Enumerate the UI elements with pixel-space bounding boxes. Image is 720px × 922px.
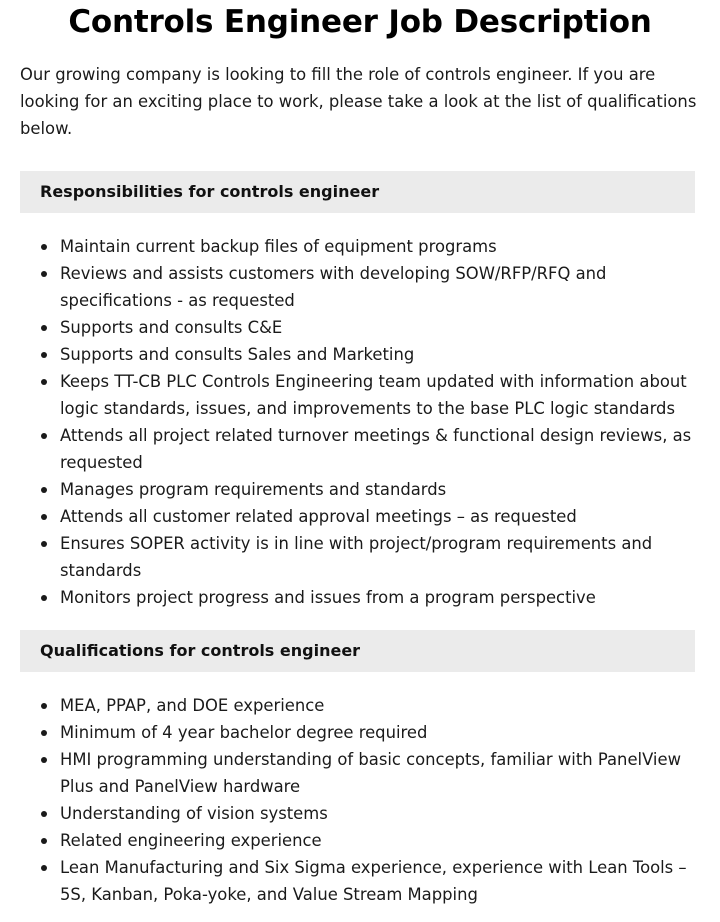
list-item: Supports and consults Sales and Marketing	[20, 341, 700, 368]
list-item: Ensures SOPER activity is in line with project/program requirements and standards	[20, 530, 700, 584]
list-item: Reviews and assists customers with developing SOW/RFP/RFQ and specifications - as requested	[20, 260, 700, 314]
qualifications-list	[20, 692, 700, 908]
list-item: MEA, PPAP, and DOE experience	[20, 692, 700, 719]
list-item: Keeps TT-CB PLC Controls Engineering team updated with information about logic standards, issues, and improvements to the base PLC logic standards	[20, 368, 700, 422]
page-title: Controls Engineer Job Description	[68, 4, 652, 40]
list-item: Lean Manufacturing and Six Sigma experience, experience with Lean Tools – 5S, Kanban, Poka-yoke, and Value Stream Mapping	[20, 854, 700, 908]
list-item: Related engineering experience	[20, 827, 700, 854]
list-item: Minimum of 4 year bachelor degree required	[20, 719, 700, 746]
list-item: Manages program requirements and standards	[20, 476, 700, 503]
list-item: Understanding of vision systems	[20, 800, 700, 827]
list-item: Maintain current backup files of equipment programs	[20, 233, 700, 260]
list-item: Attends all project related turnover meetings & functional design reviews, as requested	[20, 422, 700, 476]
list-item: Supports and consults C&E	[20, 314, 700, 341]
intro-paragraph: Our growing company is looking to fill the role of controls engineer. If you are looking for an exciting place to work, please take a look at the list of qualifications below.	[20, 65, 697, 138]
responsibilities-list	[20, 233, 700, 611]
qualifications-heading: Qualifications for controls engineer	[20, 630, 695, 672]
responsibilities-heading: Responsibilities for controls engineer	[20, 171, 695, 213]
list-item: Monitors project progress and issues from a program perspective	[20, 584, 700, 611]
list-item: HMI programming understanding of basic concepts, familiar with PanelView Plus and PanelView hardware	[20, 746, 700, 800]
list-item: Attends all customer related approval meetings – as requested	[20, 503, 700, 530]
